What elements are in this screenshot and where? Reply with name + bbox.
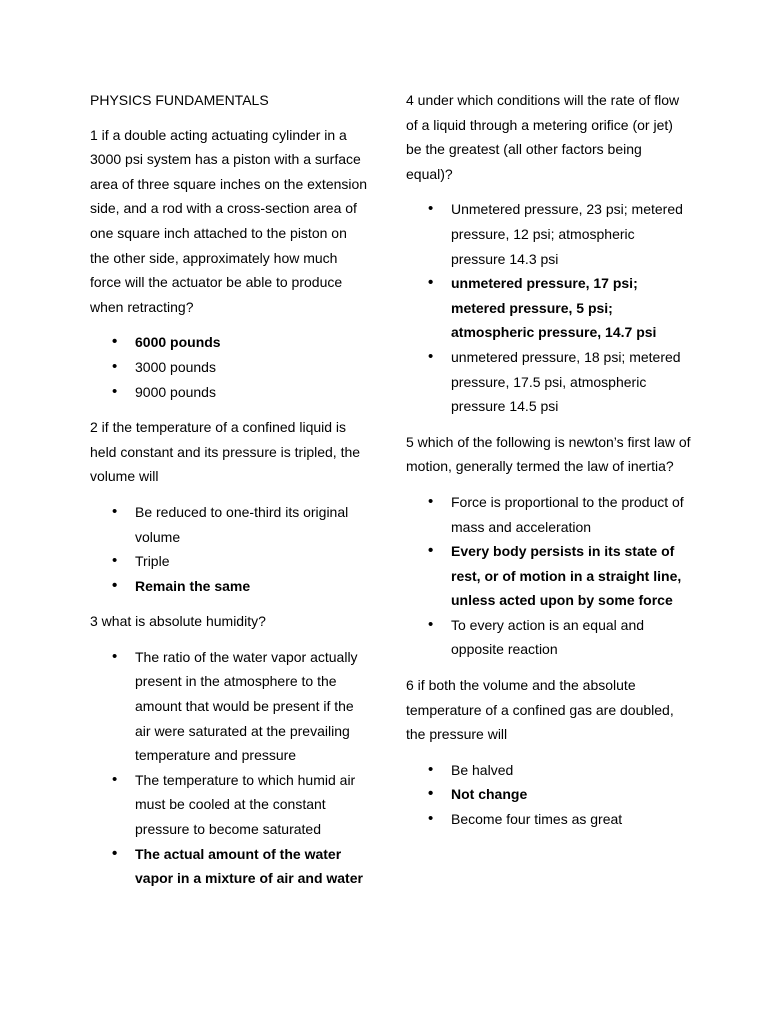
option-list (406, 758, 692, 832)
answer-option: • 9000 pounds (90, 380, 370, 405)
option-list (406, 490, 692, 662)
question-prompt: 4 under which conditions will the rate of flow of a liquid through a metering orifice (or jet) be the greatest (all other factors being equal)? (406, 92, 680, 182)
question-prompt: 1 if a double acting actuating cylinder in a 3000 psi system has a piston with a surface area of three square inches on the extension side, and a rod with a cross-section area of one square inch attached to the piston on the other side, approximately how much force will the actuator be able to produce when retracting? (90, 126, 368, 315)
option-list (90, 645, 370, 891)
answer-option: • The temperature to which humid air must be cooled at the constant pressure to become saturated (90, 768, 370, 842)
answer-option: • Every body persists in its state of rest, or of motion in a straight line, unless acted upon by some force (406, 539, 692, 613)
answer-option: • Force is proportional to the product of mass and acceleration (406, 490, 692, 539)
answer-option: • 6000 pounds (90, 330, 370, 355)
question-3 (90, 609, 370, 891)
answer-option: • Not change (406, 782, 692, 807)
answer-option: • To every action is an equal and opposite reaction (406, 613, 692, 662)
answer-option: • The ratio of the water vapor actually present in the atmosphere to the amount that would be present if the air were saturated at the prevailing temperature and pressure (90, 645, 370, 768)
answer-option: • Unmetered pressure, 23 psi; metered pressure, 12 psi; atmospheric pressure 14.3 psi (406, 197, 692, 271)
question-4 (406, 88, 692, 419)
right-column (406, 88, 692, 843)
question-prompt: 3 what is absolute humidity? (90, 613, 266, 630)
answer-option: • unmetered pressure, 18 psi; metered pressure, 17.5 psi, atmospheric pressure 14.5 psi (406, 345, 692, 419)
answer-option: • Remain the same (90, 574, 370, 599)
left-column (90, 88, 370, 902)
question-5 (406, 430, 692, 662)
answer-option: • Be reduced to one-third its original volume (90, 500, 370, 549)
answer-option: • Triple (90, 549, 370, 574)
question-6 (406, 673, 692, 832)
question-prompt: 5 which of the following is newton’s first law of motion, generally termed the law of inertia? (406, 433, 691, 475)
question-2 (90, 415, 370, 598)
answer-option: • unmetered pressure, 17 psi; metered pressure, 5 psi; atmospheric pressure, 14.7 psi (406, 271, 692, 345)
answer-option: • 3000 pounds (90, 355, 370, 380)
question-1 (90, 123, 370, 405)
answer-option: • Become four times as great (406, 807, 692, 832)
question-prompt: 6 if both the volume and the absolute temperature of a confined gas are doubled, the pressure will (406, 677, 674, 743)
answer-option: • The actual amount of the water vapor in a mixture of air and water (90, 842, 370, 891)
option-list (90, 330, 370, 404)
answer-option: • Be halved (406, 758, 692, 783)
option-list (406, 197, 692, 418)
document-title: PHYSICS FUNDAMENTALS (90, 92, 269, 108)
option-list (90, 500, 370, 598)
question-prompt: 2 if the temperature of a confined liquid is held constant and its pressure is tripled, the volume will (90, 419, 361, 485)
